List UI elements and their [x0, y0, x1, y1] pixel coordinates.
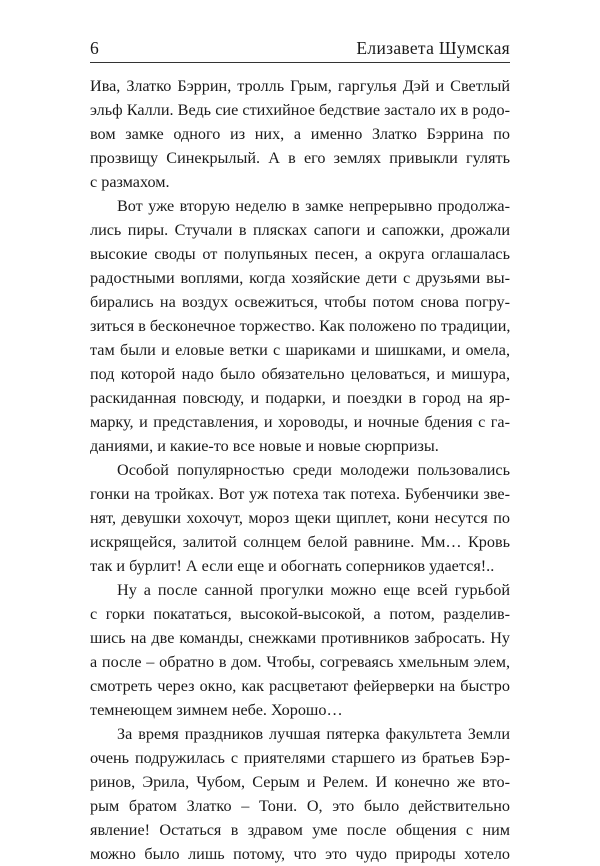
paragraph — [90, 458, 510, 578]
text-line: гонки на тройках. Вот уж потеха так потеха. Бубенчики зве- — [90, 485, 510, 503]
text-line: бирались на воздух освежиться, чтобы потом снова погру- — [90, 293, 510, 311]
text-line: ринов, Эрила, Чубом, Серым и Релем. И конечно же вто- — [90, 773, 510, 791]
text-line: зиться в бесконечное торжество. Как положено по традиции, — [90, 317, 511, 335]
text-line: с горки покататься, высокой-высокой, а потом, разделив- — [90, 605, 510, 623]
page-number: 6 — [90, 38, 100, 58]
text-line: радостными воплями, когда хозяйские дети с друзьями вы- — [90, 269, 510, 287]
running-header — [90, 38, 510, 59]
paragraph — [90, 74, 510, 194]
paragraph — [90, 194, 510, 458]
text-line: Вот уже вторую неделю в замке непрерывно продолжа- — [117, 197, 510, 215]
text-line: марку, и представления, и хороводы, и ночные бдения с га- — [90, 413, 510, 431]
text-line: а после – обратно в дом. Чтобы, согреваясь хмельным элем, — [90, 653, 510, 671]
text-line: нят, девушки хохочут, мороз щеки щиплет, кони несутся по — [90, 509, 510, 527]
text-line: Ива, Златко Бэррин, тролль Грым, гаргулья Дэй и Светлый — [90, 77, 510, 95]
text-line: под которой надо было обязательно целоваться, и мишура, — [90, 365, 510, 383]
paragraph — [90, 722, 510, 866]
text-line: прозвищу Синекрылый. А в его землях привыкли гулять — [90, 149, 510, 167]
text-line: высокие своды от полупьяных песен, а округа оглашалась — [90, 245, 510, 263]
text-line: За время праздников лучшая пятерка факультета Земли — [117, 725, 510, 743]
text-line: вом замке одного из них, а именно Златко Бэррина по — [90, 125, 510, 143]
paragraph — [90, 578, 510, 722]
text-line: Особой популярностью среди молодежи пользовались — [117, 461, 510, 479]
text-line: шись на две команды, снежками противников забросать. Ну — [90, 629, 510, 647]
text-line: эльф Калли. Ведь сие стихийное бедствие застало их в родо- — [90, 101, 510, 119]
text-line: лись пиры. Стучали в плясках сапоги и сапожки, дрожали — [90, 221, 510, 239]
author-name: Елизавета Шумская — [356, 38, 510, 58]
text-line: смотреть через окно, как расцветают фейерверки на быстро — [90, 677, 510, 695]
text-line: раскиданная повсюду, и подарки, и поездки в город на яр- — [90, 389, 510, 407]
text-line: Ну а после санной прогулки можно еще всей гурьбой — [117, 581, 510, 599]
header-rule — [90, 62, 510, 63]
text-line: рым братом Златко – Тони. О, это было действительно — [90, 797, 510, 815]
text-line: очень подружилась с приятелями старшего из братьев Бэр- — [90, 749, 510, 767]
text-line: можно было лишь потому, что это чудо природы хотело — [90, 845, 510, 863]
text-line: даниями, и какие-то все новые и новые сюрпризы. — [90, 437, 439, 455]
text-line: явление! Остаться в здравом уме после общения с ним — [90, 821, 510, 839]
text-line: там были и еловые ветки с шариками и шишками, и омела, — [90, 341, 510, 359]
text-line: так и бурлит! А если еще и обогнать соперников удается!.. — [90, 557, 495, 575]
text-line: искрящейся, залитой солнцем белой равнине. Мм… Кровь — [90, 533, 510, 551]
text-line: с размахом. — [90, 173, 170, 191]
text-line: темнеющем зимнем небе. Хорошо… — [90, 701, 343, 719]
body-text — [90, 74, 510, 866]
